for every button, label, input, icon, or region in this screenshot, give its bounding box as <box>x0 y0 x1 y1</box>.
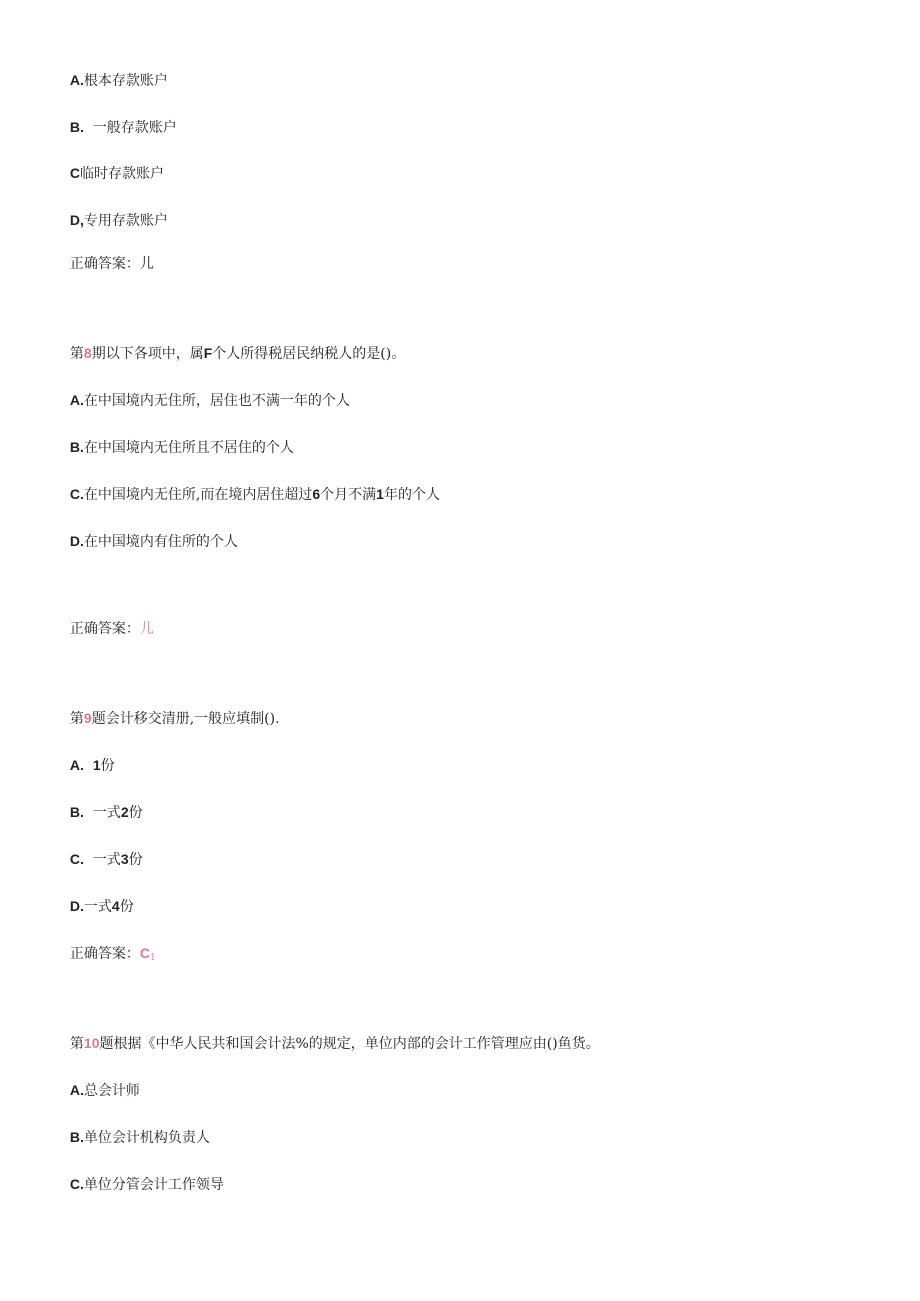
question-text: 个人所得税居民纳税人的是()。 <box>212 346 406 362</box>
option-number: 6 <box>312 486 321 502</box>
answer-line <box>61 599 154 639</box>
answer-value: 儿 <box>139 256 154 272</box>
option-text: 份 <box>100 758 115 774</box>
option-number: 3 <box>120 851 129 867</box>
option-label: B. <box>69 119 84 135</box>
answer-value: 儿 <box>139 621 154 637</box>
option-text: 一式 <box>83 899 112 915</box>
option-label: A. <box>69 392 84 408</box>
option-text: 份 <box>119 899 134 915</box>
option-text: 一式 <box>83 805 121 821</box>
answer-prefix: 正确答案： <box>69 621 140 637</box>
option-label: C. <box>69 1176 84 1192</box>
option-label: C. <box>69 486 84 502</box>
option-text: 在中国境内无住所，居住也不满一年的个人 <box>83 393 350 409</box>
option-c <box>61 464 440 505</box>
option-label: A. <box>69 72 84 88</box>
question-number: 9 <box>83 710 92 726</box>
question-10 <box>61 1013 600 1054</box>
option-a <box>61 735 115 776</box>
option-text <box>84 758 93 774</box>
option-c <box>61 829 143 870</box>
question-8 <box>61 323 405 364</box>
option-text: 专用存款账户 <box>83 213 168 229</box>
option-text: 年的个人 <box>383 487 440 503</box>
option-label: C. <box>69 851 84 867</box>
answer-line <box>61 234 154 274</box>
answer-prefix: 正确答案： <box>69 256 140 272</box>
option-b <box>61 782 143 823</box>
option-d <box>61 190 168 231</box>
option-label: B. <box>69 1129 84 1145</box>
option-text: 根本存款账户 <box>83 73 168 89</box>
question-text: 题根据《中华人民共和国会计法%的规定，单位内部的会计工作管理应由()鱼货。 <box>99 1036 600 1052</box>
option-text: 在中国境内无住所且不居住的个人 <box>83 440 294 456</box>
option-text: 在中国境内有住所的个人 <box>83 534 238 550</box>
question-text-bold: F <box>203 345 213 361</box>
option-text: 份 <box>128 805 143 821</box>
option-label: B. <box>69 439 84 455</box>
question-prefix: 第 <box>69 346 84 362</box>
option-d <box>61 876 134 917</box>
question-text: 期以下各项中，属 <box>91 346 204 362</box>
question-text: 题会计移交清册,一般应填制(). <box>91 711 280 727</box>
option-text: 个月不满 <box>320 487 377 503</box>
option-number: 4 <box>111 898 120 914</box>
option-text: 临时存款账户 <box>80 166 165 182</box>
option-c <box>61 1154 224 1195</box>
option-a <box>61 50 168 91</box>
option-c <box>61 143 164 184</box>
question-9 <box>61 688 280 729</box>
option-text: 一般存款账户 <box>83 120 177 136</box>
option-label: C <box>69 165 81 181</box>
option-text: 单位会计机构负责人 <box>83 1130 210 1146</box>
option-label: B. <box>69 804 84 820</box>
option-d <box>61 511 238 552</box>
option-text: 单位分管会计工作领导 <box>83 1177 224 1193</box>
option-text: 一式 <box>83 852 121 868</box>
answer-value: C <box>139 945 151 961</box>
option-label: D. <box>69 898 84 914</box>
option-text: 在中国境内无住所,而在境内居住超过 <box>83 487 313 503</box>
option-label: D, <box>69 212 84 228</box>
option-b <box>61 1107 210 1148</box>
question-number: 8 <box>83 345 92 361</box>
question-number: 10 <box>83 1035 100 1051</box>
question-prefix: 第 <box>69 1036 84 1052</box>
option-label: A. <box>69 1082 84 1098</box>
option-label: A. <box>69 757 84 773</box>
option-a <box>61 370 350 411</box>
answer-prefix: 正确答案： <box>69 946 140 962</box>
option-number: 1 <box>92 757 101 773</box>
answer-line <box>61 923 156 968</box>
option-a <box>61 1060 140 1101</box>
option-label: D. <box>69 533 84 549</box>
answer-subscript: 1 <box>150 953 156 963</box>
option-number: 2 <box>120 804 129 820</box>
option-text: 总会计师 <box>83 1083 140 1099</box>
option-b <box>61 97 177 138</box>
question-prefix: 第 <box>69 711 84 727</box>
option-text: 份 <box>128 852 143 868</box>
option-b <box>61 417 294 458</box>
option-number: 1 <box>376 486 384 502</box>
